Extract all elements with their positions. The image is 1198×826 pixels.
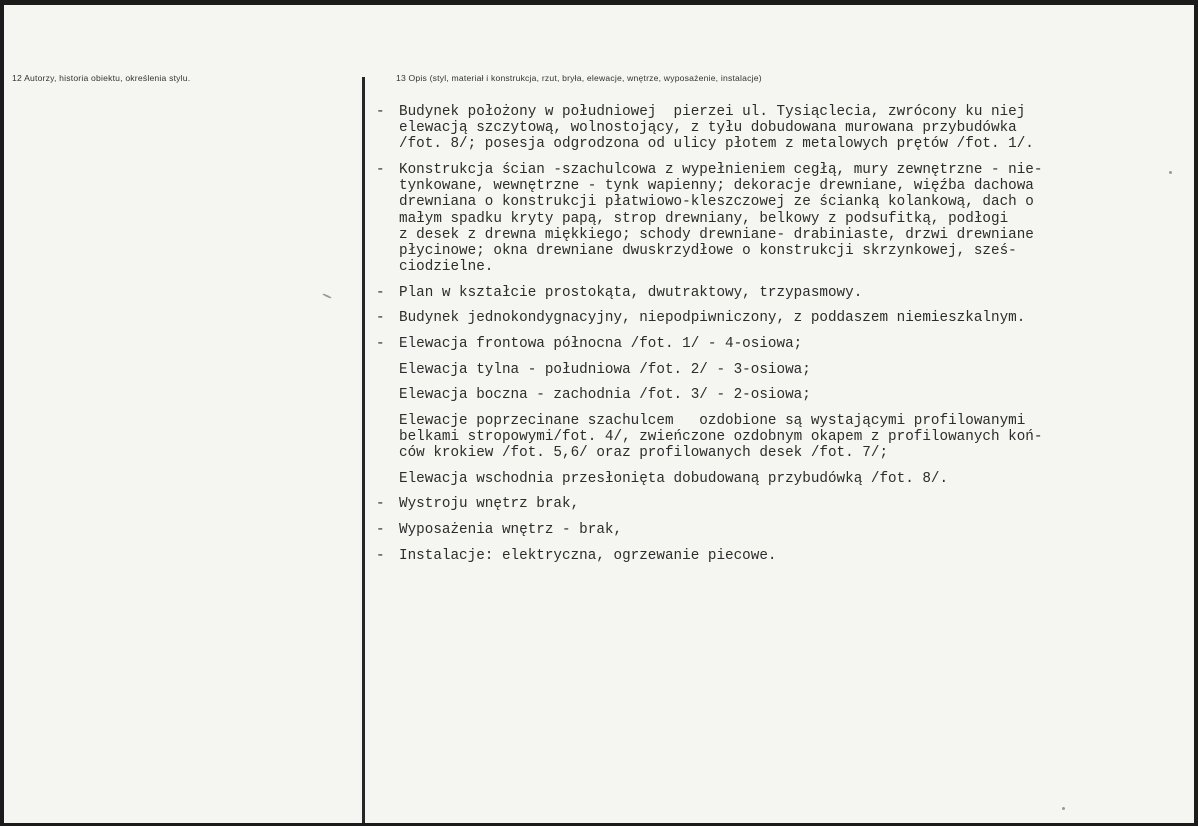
entry-side-elevation <box>376 387 1166 403</box>
entry-text: Instalacje: elektryczna, ogrzewanie piecowe. <box>399 547 777 564</box>
entry-dash: - <box>376 162 385 178</box>
paper-speck <box>1169 171 1172 174</box>
entry-dash: - <box>376 104 385 120</box>
entry-text: Wystroju wnętrz brak, <box>399 496 580 513</box>
entry-text: Konstrukcja ścian -szachulcowa z wypełnieniem cegłą, mury zewnętrzne - nie- tynkowane, wewnętrzne - tynk wapienny; dekoracje drewniane, więźba dachowa drewniana o konstrukcji płatwiowo-kleszczowej ze ścianką kolankową, dach o małym spadku kryty papą, strop drewniany, belkowy z podsufitką, podłogi z desek z drewna miękkiego; schody drewniane- drabiniaste, drzwi drewniane płycinowe; okna drewniane dwuskrzydłowe o konstrukcji skrzynkowej, sześ- ciodzielne. <box>399 162 1043 276</box>
description-entries <box>376 104 1166 573</box>
column-divider <box>362 77 365 823</box>
entry-text: Elewacje poprzecinane szachulcem ozdobione są wystającymi profilowanymi belkami stropowymi/fot. 4/, zwieńczone ozdobnym okapem z profilowanych koń- ców krokiew /fot. 5,6/ oraz profilowanych desek /fot. 7/; <box>399 412 1043 462</box>
entry-dash: - <box>376 336 385 352</box>
right-column-header: 13 Opis (styl, materiał i konstrukcja, rzut, bryła, elewacje, wnętrze, wyposażenie, instalacje) <box>396 73 762 83</box>
entry-text: Elewacja wschodnia przesłonięta dobudowaną przybudówką /fot. 8/. <box>399 470 949 487</box>
paper-speck <box>322 293 332 299</box>
entry-interior-decor <box>376 496 1166 512</box>
entry-front-elevation <box>376 336 1166 352</box>
entry-dash: - <box>376 521 385 538</box>
entry-installations <box>376 548 1166 564</box>
entry-text: Elewacja tylna - południowa /fot. 2/ - 3-osiowa; <box>399 361 811 378</box>
entry-text: Plan w kształcie prostokąta, dwutraktowy, trzypasmowy. <box>399 284 863 301</box>
form-sheet <box>4 5 1194 823</box>
entry-elevation-details <box>376 413 1166 462</box>
entry-dash: - <box>376 496 385 513</box>
entry-text: Elewacja boczna - zachodnia /fot. 3/ - 2-osiowa; <box>399 387 811 404</box>
left-column-header: 12 Autorzy, historia obiektu, określenia stylu. <box>12 73 191 83</box>
entry-east-elevation <box>376 471 1166 487</box>
entry-rear-elevation <box>376 362 1166 378</box>
entry-storeys <box>376 310 1166 326</box>
entry-text: Wyposażenia wnętrz - brak, <box>399 521 623 538</box>
entry-construction <box>376 162 1166 275</box>
entry-dash: - <box>376 284 385 301</box>
entry-dash: - <box>376 310 385 327</box>
entry-plan <box>376 285 1166 301</box>
entry-dash: - <box>376 547 385 564</box>
entry-text: Elewacja frontowa północna /fot. 1/ - 4-osiowa; <box>399 336 803 352</box>
entry-text: Budynek położony w południowej pierzei ul. Tysiąclecia, zwrócony ku niej elewacją szczytową, wolnostojący, z tyłu dobudowana murowana przybudówka /fot. 8/; posesja odgrodzona od ulicy płotem z metalowych prętów /fot. 1/. <box>399 104 1034 153</box>
paper-speck <box>1062 807 1065 810</box>
entry-text: Budynek jednokondygnacyjny, niepodpiwniczony, z poddaszem niemieszkalnym. <box>399 310 1026 327</box>
entry-location <box>376 104 1166 153</box>
entry-furnishings <box>376 522 1166 538</box>
